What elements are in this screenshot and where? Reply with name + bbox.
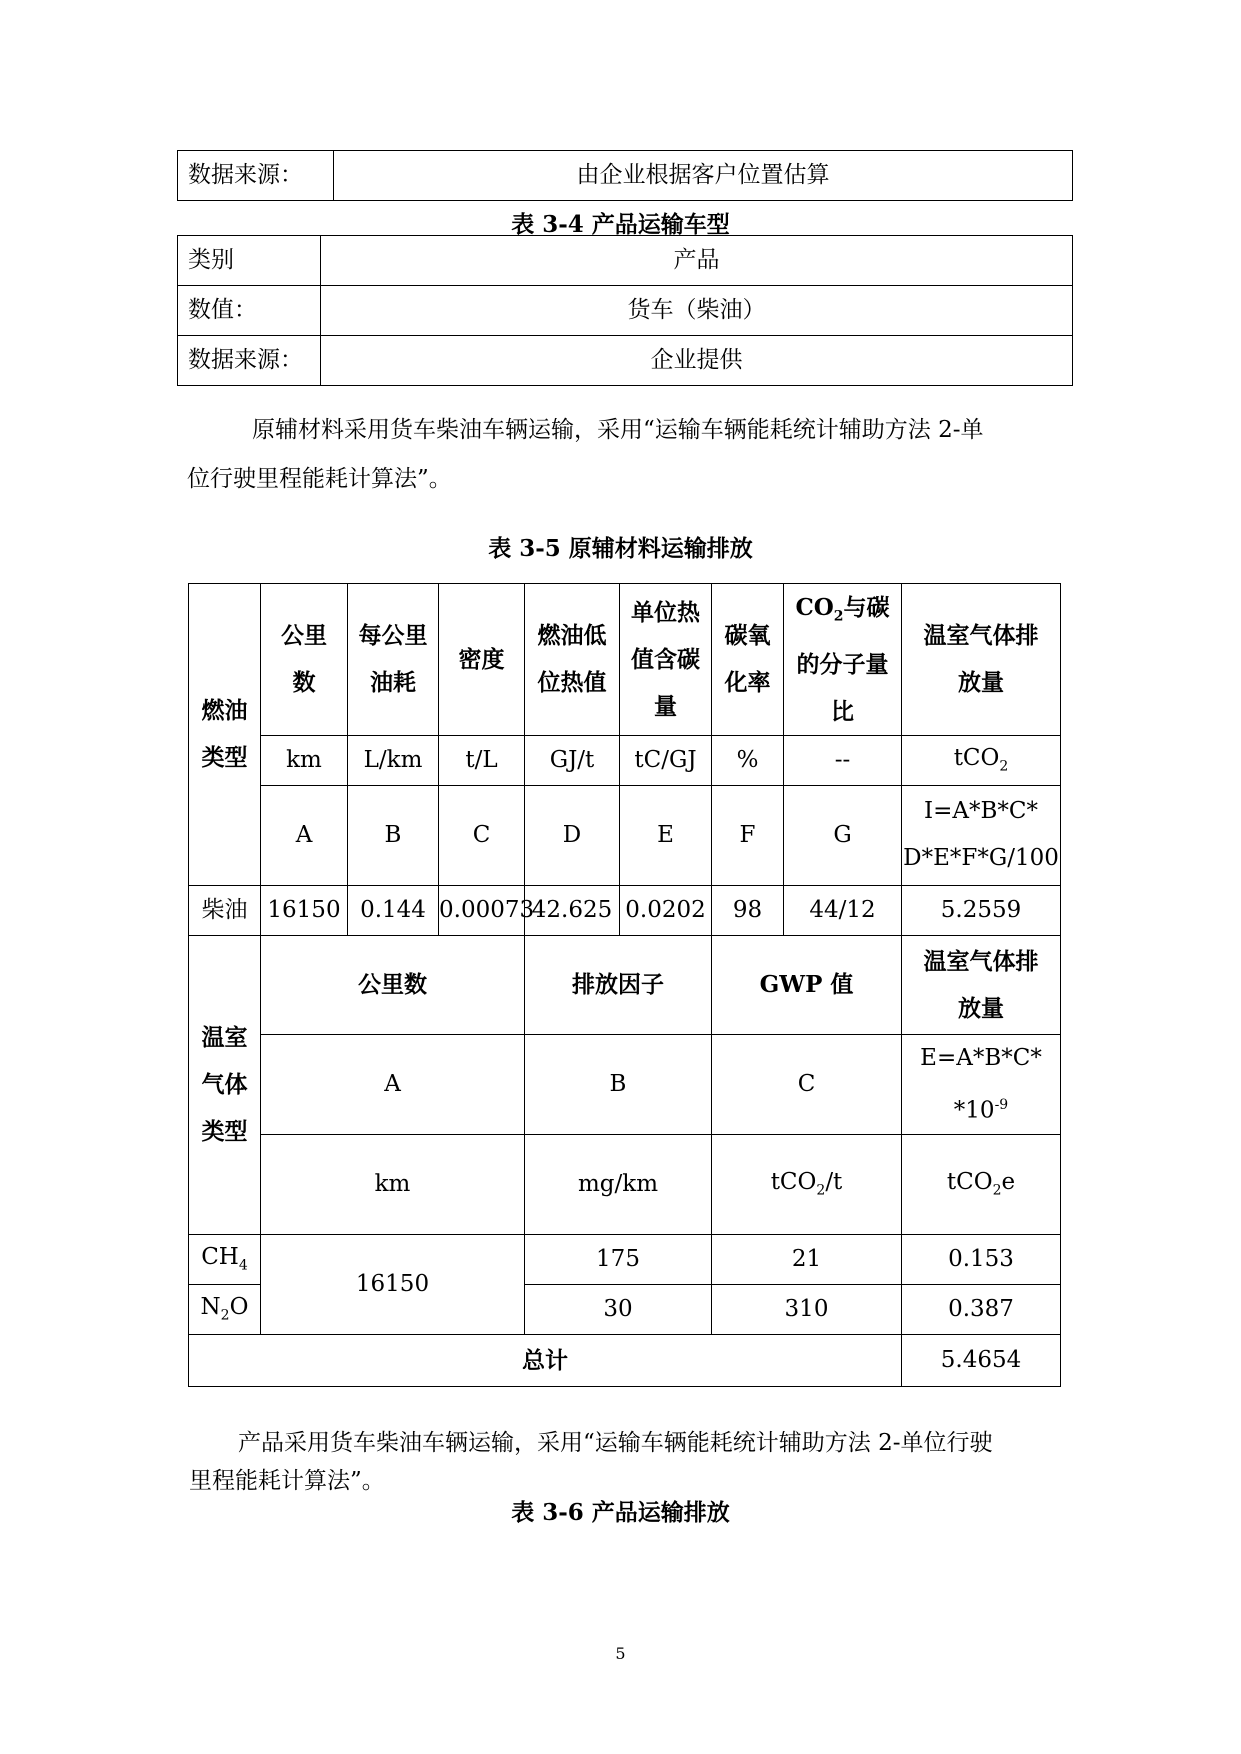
letter-cell: E xyxy=(620,785,712,885)
diesel-value: 44/12 xyxy=(784,885,902,935)
ghg-header-gwp: GWP 值 xyxy=(712,935,902,1034)
source-table-top xyxy=(177,150,1073,201)
ghg-unit-km: km xyxy=(261,1135,525,1235)
unit-cell-emission: tCO$_2$ xyxy=(902,735,1061,785)
diesel-value: 16150 xyxy=(261,885,348,935)
table-3-4-label: 数值： xyxy=(178,286,321,336)
letter-cell: G xyxy=(784,785,902,885)
unit-cell: tC/GJ xyxy=(620,735,712,785)
header-carbon-content: 单位热 值含碳 量 xyxy=(620,584,712,736)
n2o-factor: 30 xyxy=(525,1285,712,1335)
header-ncv: 燃油低 位热值 xyxy=(525,584,620,736)
letter-cell: B xyxy=(348,785,439,885)
table-3-6-title: 表 3-6 产品运输排放 xyxy=(511,1499,730,1526)
header-oxidation-rate: 碳氧 化率 xyxy=(712,584,784,736)
unit-cell: GJ/t xyxy=(525,735,620,785)
n2o-gwp: 310 xyxy=(712,1285,902,1335)
ghg-formula: E=A*B*C* $*10^{-9}$ xyxy=(902,1034,1061,1135)
table-3-4-title: 表 3-4 产品运输车型 xyxy=(511,211,730,238)
letter-cell: F xyxy=(712,785,784,885)
ghg-unit-emission: tCO$_2$e xyxy=(902,1135,1061,1235)
unit-cell: t/L xyxy=(439,735,525,785)
header-molecular-ratio: $CO_2$与碳 的分子量 比 xyxy=(784,584,902,736)
diesel-value: 0.144 xyxy=(348,885,439,935)
paragraph-1-line-2: 位行驶里程能耗计算法”。 xyxy=(187,466,452,492)
fuel-type-label: 燃油 类型 xyxy=(189,584,261,886)
letter-cell: C xyxy=(439,785,525,885)
ghg-unit-factor: mg/km xyxy=(525,1135,712,1235)
header-ghg-emission: 温室气体排 放量 xyxy=(902,584,1061,736)
diesel-value: 5.2559 xyxy=(902,885,1061,935)
diesel-value: 0.00073 xyxy=(439,885,525,935)
table-3-4-value: 企业提供 xyxy=(321,336,1073,386)
diesel-label: 柴油 xyxy=(189,885,261,935)
unit-cell: km xyxy=(261,735,348,785)
table-3-4-value: 货车（柴油） xyxy=(321,286,1073,336)
table-3-5-title: 表 3-5 原辅材料运输排放 xyxy=(488,535,753,562)
ghg-header-emission: 温室气体排 放量 xyxy=(902,935,1061,1034)
n2o-label: $N_2O$ xyxy=(189,1285,261,1335)
diesel-value: 0.0202 xyxy=(620,885,712,935)
ch4-gwp: 21 xyxy=(712,1235,902,1285)
ch4-label: $CH_4$ xyxy=(189,1235,261,1285)
unit-cell: -- xyxy=(784,735,902,785)
unit-cell: L/km xyxy=(348,735,439,785)
shared-km-value: 16150 xyxy=(261,1235,525,1335)
unit-cell: % xyxy=(712,735,784,785)
letter-cell: A xyxy=(261,785,348,885)
header-fuel-per-km: 每公里 油耗 xyxy=(348,584,439,736)
table-3-4 xyxy=(177,235,1073,386)
ghg-letter: A xyxy=(261,1034,525,1135)
formula-cell: I=A*B*C* D*E*F*G/100 xyxy=(902,785,1061,885)
ghg-letter: C xyxy=(712,1034,902,1135)
ghg-letter: B xyxy=(525,1034,712,1135)
table-3-4-label: 数据来源： xyxy=(178,336,321,386)
total-label: 总计 xyxy=(189,1335,902,1387)
page-number: 5 xyxy=(615,1644,626,1663)
header-density: 密度 xyxy=(439,584,525,736)
diesel-value: 98 xyxy=(712,885,784,935)
ghg-header-factor: 排放因子 xyxy=(525,935,712,1034)
paragraph-2-line-2: 里程能耗计算法”。 xyxy=(189,1468,385,1494)
n2o-emission: 0.387 xyxy=(902,1285,1061,1335)
paragraph-2-line-1: 产品采用货车柴油车辆运输，采用“运输车辆能耗统计辅助方法 2-单位行驶 xyxy=(238,1430,993,1456)
ghg-header-km: 公里数 xyxy=(261,935,525,1034)
ch4-emission: 0.153 xyxy=(902,1235,1061,1285)
ghg-unit-gwp: tCO$_2$/t xyxy=(712,1135,902,1235)
diesel-value: 42.625 xyxy=(525,885,620,935)
source-label: 数据来源： xyxy=(178,151,334,201)
header-km: 公里 数 xyxy=(261,584,348,736)
total-value: 5.4654 xyxy=(902,1335,1061,1387)
paragraph-1-line-1: 原辅材料采用货车柴油车辆运输，采用“运输车辆能耗统计辅助方法 2-单 xyxy=(252,417,984,443)
source-value: 由企业根据客户位置估算 xyxy=(334,151,1073,201)
letter-cell: D xyxy=(525,785,620,885)
table-3-4-label: 类别 xyxy=(178,236,321,286)
table-3-5 xyxy=(188,583,1061,1387)
ch4-factor: 175 xyxy=(525,1235,712,1285)
ghg-type-label: 温室 气体 类型 xyxy=(189,935,261,1235)
table-3-4-value: 产品 xyxy=(321,236,1073,286)
